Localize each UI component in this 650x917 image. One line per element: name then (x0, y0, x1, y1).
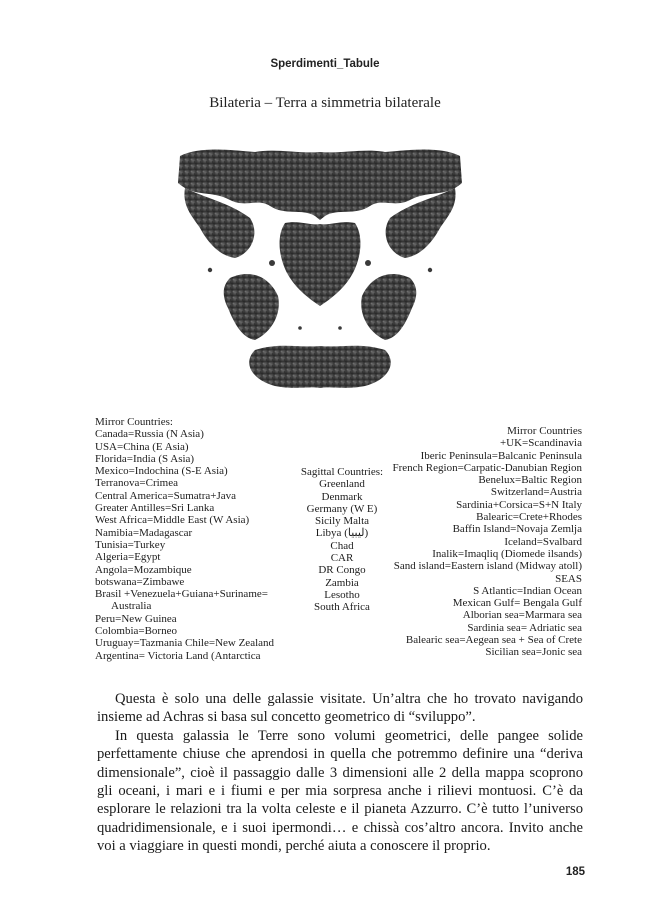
middle-column-line: Libya (ليبيا) (315, 527, 369, 540)
middle-column-line: Lesotho (324, 588, 360, 601)
middle-column-line: Denmark (321, 490, 363, 503)
mirror-countries-left-column (95, 416, 295, 662)
right-column-line: SEAS (555, 572, 582, 585)
left-column-line: Mexico=Indochina (S-E Asia) (95, 465, 228, 478)
left-column-line: Algeria=Egypt (95, 551, 161, 564)
map-southeast-landmass (361, 274, 416, 340)
map-southwest-landmass (224, 274, 279, 340)
left-column-line: Tunisia=Turkey (95, 538, 166, 551)
right-column-line: Mexican Gulf= Bengala Gulf (452, 597, 582, 610)
middle-column-line: Sicily Malta (314, 515, 370, 528)
left-column-line: Namibia=Madagascar (95, 526, 193, 539)
left-column-line: Canada=Russia (N Asia) (95, 428, 204, 441)
right-column-line: +UK=Scandinavia (499, 437, 582, 450)
right-column-line: French Region=Carpatic-Danubian Region (392, 461, 582, 474)
left-column-line: Brasil +Venezuela+Guiana+Suriname= (95, 588, 268, 601)
map-central-body (280, 222, 361, 306)
left-column-line: Central America=Sumatra+Java (95, 489, 236, 502)
left-column-line: USA=China (E Asia) (95, 440, 189, 453)
figure-title: Bilateria – Terra a simmetria bilaterale (209, 95, 441, 111)
middle-column-line: Greenland (319, 478, 365, 491)
right-column-line: Balearic=Crete+Rhodes (476, 511, 582, 524)
map-island (428, 268, 432, 272)
left-column-line: West Africa=Middle East (W Asia) (95, 514, 250, 527)
middle-column-line: Germany (W E) (306, 502, 378, 515)
map-island (365, 260, 371, 266)
right-column-line: Alborian sea=Marmara sea (462, 609, 582, 622)
right-column-line: Mirror Countries (507, 425, 582, 437)
left-column-line: Greater Antilles=Sri Lanka (95, 502, 215, 515)
right-column-line: Inalik=Imaqliq (Diomede ilsands) (432, 547, 582, 560)
right-column-line: Sicilian sea=Jonic sea (485, 646, 582, 659)
mirror-countries-right-column (382, 425, 582, 659)
map-island (208, 268, 212, 272)
right-column-line: Sand island=Eastern island (Midway atoll) (393, 560, 582, 573)
map-island (269, 260, 275, 266)
map-south-landmass (249, 346, 391, 388)
middle-column-line: DR Congo (318, 564, 366, 577)
body-paragraph: In questa galassia le Terre sono volumi geometrici, delle pangee solide perfettamente chiuse che aprendosi in quella che potremmo definire una “deriva dimensionale”, cioè il passaggio dalle 3 dimensioni alle 2 della mappa scoprono gli oceani, i mari e i fiumi e per mia sorpresa anche i rilievi montuosi. C’è da esplorare le relazioni tra la volta celeste e il pianeta Azzurro. C’è tutto l’universo quadridimensionale, e i suoi ipermondi… e chissà cos’altro ancora. Invito anche voi a viaggiare in questi mondi, perché aiuta a conoscere il proprio. (97, 727, 583, 855)
right-column-line: S Atlantic=Indian Ocean (473, 584, 582, 597)
left-column-line: Terranova=Crimea (95, 477, 179, 490)
left-column-line: Uruguay=Tazmania Chile=New Zealand (95, 637, 275, 650)
left-column-line: Colombia=Borneo (95, 625, 177, 638)
left-column-line: Peru=New Guinea (95, 612, 177, 625)
middle-column-line: Sagittal Countries: (300, 466, 384, 478)
middle-column-line: Chad (330, 539, 354, 552)
running-head: Sperdimenti_Tabule (270, 58, 380, 70)
right-column-line: Iberic Peninsula=Balcanic Peninsula (420, 449, 582, 462)
middle-column-line: Zambia (325, 576, 359, 589)
page-number: 185 (565, 866, 585, 878)
right-column-line: Balearic sea=Aegean sea + Sea of Crete (405, 634, 582, 647)
left-column-line: botswana=Zimbawe (95, 575, 185, 588)
left-column-line: Mirror Countries: (95, 416, 173, 428)
body-paragraph: Questa è solo una delle galassie visitate. Un’altra che ho trovato navigando insieme ad Achras si basa sul concetto geometrico di “sviluppo”. (97, 691, 583, 726)
right-column-line: Baffin Island=Novaja Zemlja (452, 523, 582, 536)
right-column-line: Iceland=Svalbard (504, 535, 582, 548)
middle-column-line: South Africa (314, 601, 370, 614)
left-column-line: Florida=India (S Asia) (95, 452, 195, 465)
middle-column-line: CAR (330, 552, 354, 565)
right-column-line: Sardinia sea= Adriatic sea (467, 621, 582, 634)
left-column-line: Argentina= Victoria Land (Antarctica (95, 649, 261, 662)
left-column-line: Australia (111, 600, 152, 613)
right-column-line: Sardinia+Corsica=S+N Italy (456, 498, 582, 511)
body-text (97, 690, 583, 856)
map-illustration (160, 128, 480, 398)
map-island (338, 326, 342, 330)
map-island (298, 326, 302, 330)
left-column-line: Angola=Mozambique (95, 563, 192, 576)
right-column-line: Switzerland=Austria (490, 486, 582, 499)
right-column-line: Benelux=Baltic Region (478, 474, 582, 487)
bilateral-world-map-image (160, 128, 480, 398)
